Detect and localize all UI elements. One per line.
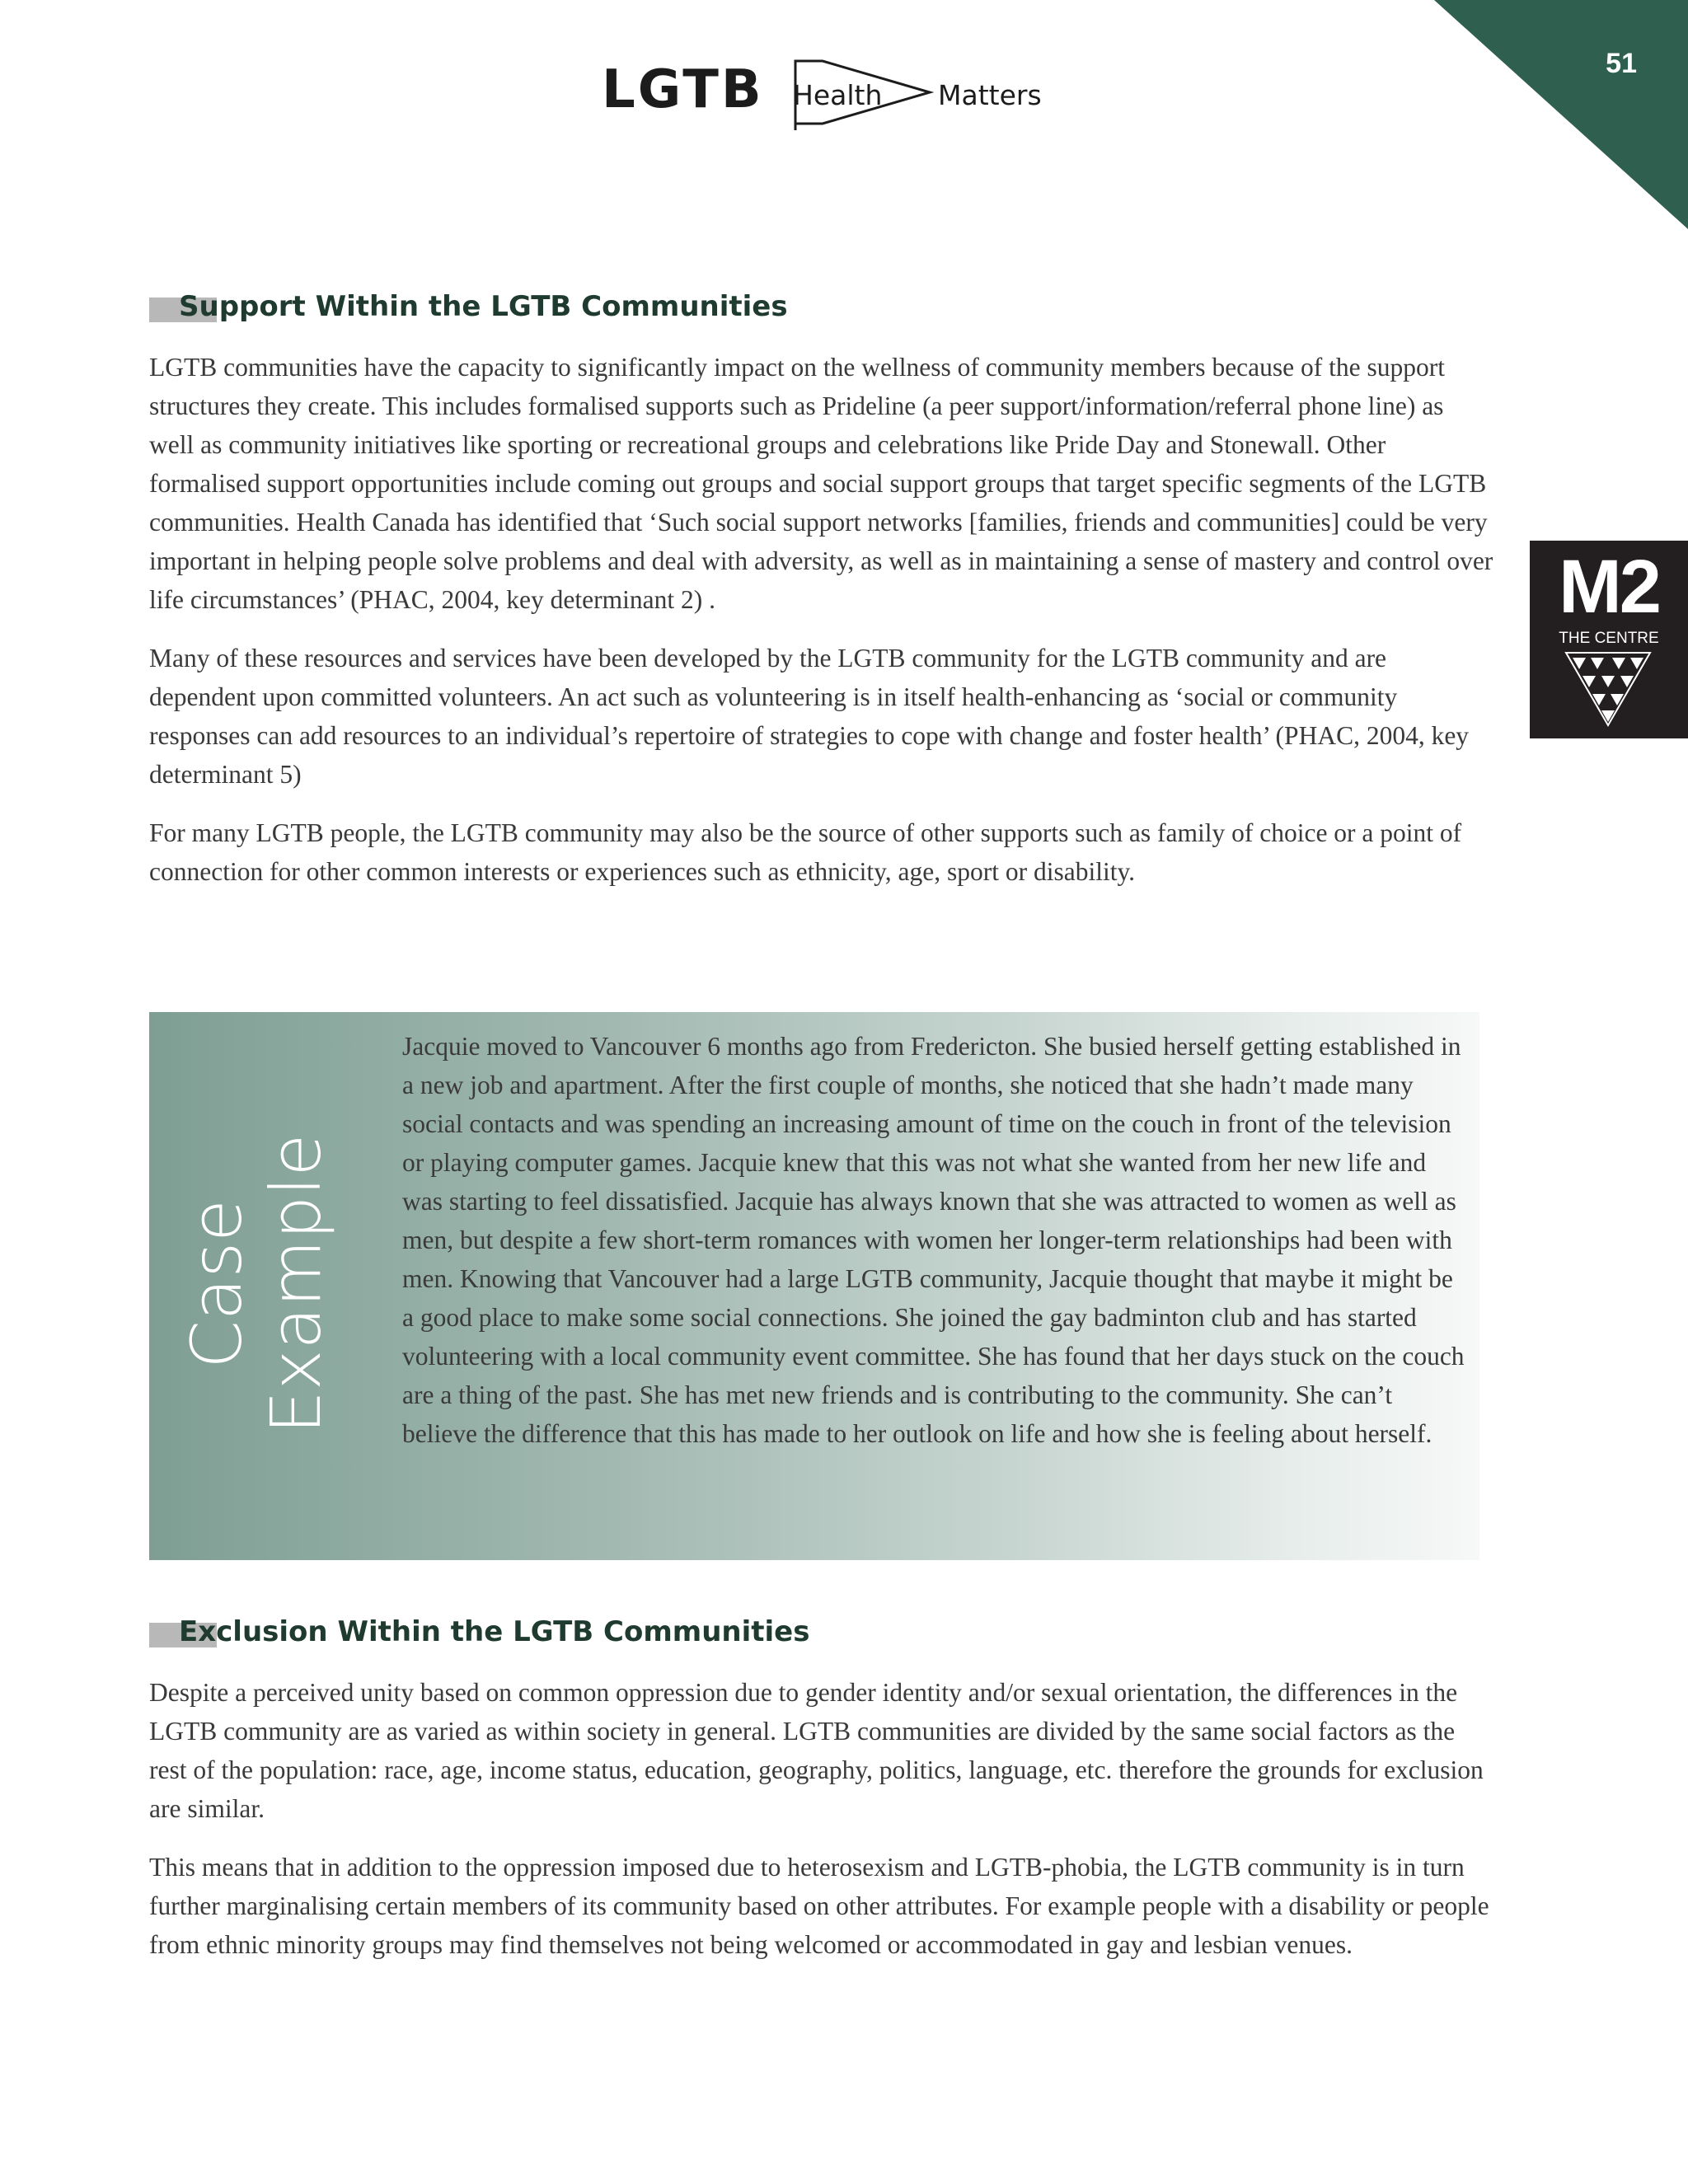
corner-triangle: [1434, 0, 1688, 229]
logo-matters-text: Matters: [938, 79, 1042, 111]
section-heading: [149, 1615, 1494, 1653]
logo-main-text: LGTB: [602, 59, 764, 120]
page-number: 51: [1606, 48, 1637, 79]
paragraph: For many LGTB people, the LGTB community may also be the source of other supports such as family of choice or a point of connection for other common interests or experiences such as ethnicity, age, sport or disability.: [149, 818, 1462, 886]
case-label-line1: Case: [176, 1199, 257, 1369]
section-support: [149, 290, 1494, 891]
module-tab: [1530, 541, 1688, 738]
case-example-label: [177, 1134, 335, 1434]
case-example-text: Jacquie moved to Vancouver 6 months ago from Fredericton. She busied herself getting established in a new job and apartment. After the first couple of months, she noticed that she hadn’t made many social contacts and was spending an increasing amount of time on the couch in front of the television or playing computer games. Jacquie knew that this was not what she wanted from her new life and was starting to feel dissatisfied. Jacquie has always known that she was attracted to women as well as men, but despite a few short-term romances with women her longer-term relationships had been with men. Knowing that Vancouver had a large LGTB community, Jacquie thought that maybe it might be a good place to make some social connections. She joined the gay badminton club and has started volunteering with a local community event committee. She has found that her days stuck on the couch are a thing of the past. She has met new friends and is contributing to the community. She can’t believe the difference that this has made to her outlook on life and how she is feeling about herself.: [402, 1032, 1465, 1448]
section-heading: [149, 290, 1494, 328]
heading-exclusion: Exclusion Within the LGTB Communities: [179, 1615, 810, 1648]
module-code: M2: [1559, 545, 1659, 629]
heading-support: Support Within the LGTB Communities: [179, 290, 788, 323]
paragraph: Despite a perceived unity based on common oppression due to gender identity and/or sexual orientation, the differences in the LGTB community are as varied as within society in general. LGTB communities are divided by the same social factors as the rest of the population: race, age, income status, education, geography, politics, language, etc. therefore the grounds for exclusion are similar.: [149, 1678, 1484, 1823]
section-exclusion: [149, 1615, 1494, 1964]
paragraph: LGTB communities have the capacity to significantly impact on the wellness of community members because of the support structures they create. This includes formalised supports such as Prideline (a peer support/information/referral phone line) as well as community initiatives like sporting or recreational groups and celebrations like Pride Day and Stonewall. Other formalised support opportunities include coming out groups and social support groups that target specific segments of the LGTB communities. Health Canada has identified that ‘Such social support networks [families, friends and communities] could be very important in helping people solve problems and deal with adversity, as well as in maintaining a sense of mastery and control over life circumstances’ (PHAC, 2004, key determinant 2) .: [149, 353, 1493, 614]
paragraph: Many of these resources and services have been developed by the LGTB community for the LGTB community and are dependent upon committed volunteers. An act such as volunteering is in itself health-enhancing as ‘social or community responses can add resources to an individual’s repertoire of strategies to cope with change and foster health’ (PHAC, 2004, key determinant 5): [149, 644, 1470, 789]
organization-name: THE CENTRE: [1559, 630, 1659, 647]
logo-health-text: Health: [793, 79, 883, 111]
case-example-box: [149, 1012, 1479, 1560]
case-label-line2: Example: [256, 1133, 336, 1435]
paragraph: This means that in addition to the oppression imposed due to heterosexism and LGTB-phobia, the LGTB community is in turn further marginalising certain members of its community based on other attributes. For example people with a disability or people from ethnic minority groups may find themselves not being welcomed or accommodated in gay and lesbian venues.: [149, 1853, 1489, 1959]
triangle-logo-icon: [1563, 649, 1653, 729]
